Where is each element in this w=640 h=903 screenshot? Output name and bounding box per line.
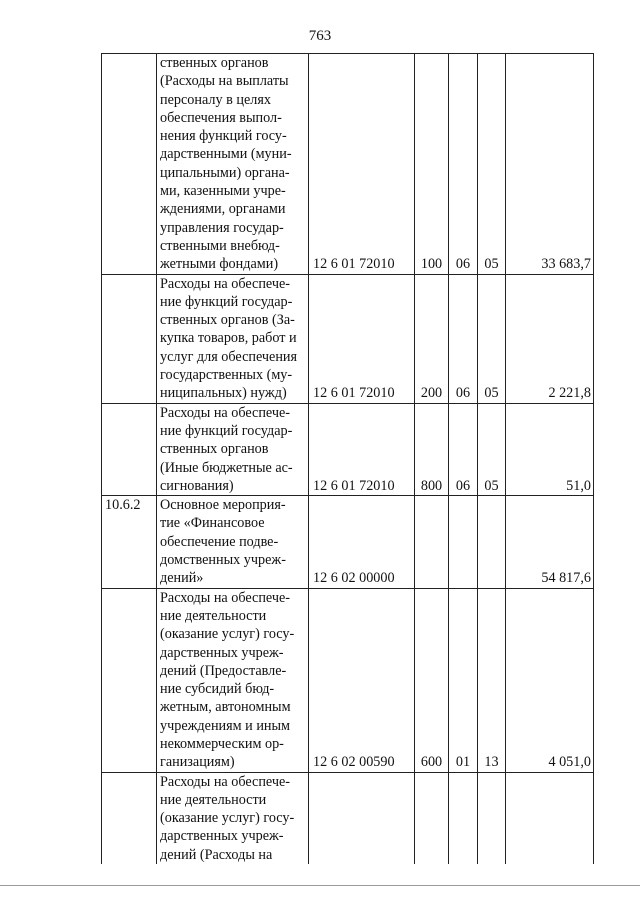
expense-name-line: сигнования) (160, 477, 234, 494)
expense-name-line: дарственных учреж- (160, 644, 284, 661)
section-code-cell (449, 496, 478, 588)
section-code-cell: 06 (449, 54, 478, 275)
expense-name-cell (157, 772, 309, 864)
expense-name-line: обеспечение подве- (160, 533, 279, 550)
section-code-cell: 06 (449, 403, 478, 495)
row-number-cell: 10.6.2 (102, 496, 157, 588)
expense-name-line: ниципальных) нужд) (160, 385, 287, 402)
expense-name-line: тие «Финансовое (160, 515, 265, 532)
expense-name-line: дений (Расходы на (160, 846, 273, 863)
expense-name-line: ние функций государ- (160, 422, 293, 439)
expense-name-cell (157, 588, 309, 772)
target-article-code-cell (309, 772, 415, 864)
expense-name-line: нения функций госу- (160, 128, 287, 145)
target-article-code-cell: 12 6 01 72010 (309, 403, 415, 495)
expense-name-line: государственных (му- (160, 367, 293, 384)
expense-name-line: ственных органов (160, 55, 269, 71)
budget-table (101, 53, 594, 864)
expense-type-code-cell (415, 496, 449, 588)
expense-name-line: услуг для обеспечения (160, 348, 298, 365)
expense-name-line: ние деятельности (160, 791, 267, 808)
table-row (102, 54, 594, 275)
section-code-cell: 06 (449, 274, 478, 403)
expense-name-line: дений (Предоставле- (160, 662, 287, 679)
subsection-code-cell: 05 (478, 54, 506, 275)
page-number: 763 (308, 28, 332, 44)
expense-name-line: Основное мероприя- (160, 497, 286, 514)
expense-name-cell (157, 54, 309, 275)
target-article-code-cell: 12 6 02 00590 (309, 588, 415, 772)
amount-cell: 2 221,8 (506, 274, 594, 403)
expense-name-line: учреждениям и иным (160, 717, 291, 734)
amount-cell: 4 051,0 (506, 588, 594, 772)
subsection-code-cell: 05 (478, 274, 506, 403)
row-number-cell (102, 54, 157, 275)
expense-name-line: домственных учреж- (160, 552, 286, 569)
table-row (102, 496, 594, 588)
row-number-cell (102, 588, 157, 772)
amount-cell: 33 683,7 (506, 54, 594, 275)
expense-type-code-cell (415, 772, 449, 864)
expense-name-line: персоналу в целях (160, 91, 271, 108)
expense-type-code-cell: 100 (415, 54, 449, 275)
table-row (102, 274, 594, 403)
expense-name-line: жетным, автономным (160, 699, 291, 716)
expense-type-code-cell: 200 (415, 274, 449, 403)
expense-name-line: (оказание услуг) госу- (160, 810, 295, 827)
table-row (102, 403, 594, 495)
row-number-cell (102, 772, 157, 864)
section-code-cell (449, 772, 478, 864)
expense-name-line: дений» (160, 570, 204, 587)
expense-name-line: (Иные бюджетные ас- (160, 459, 293, 476)
expense-name-cell (157, 403, 309, 495)
expense-name-line: Расходы на обеспече- (160, 404, 291, 421)
expense-name-line: ние субсидий бюд- (160, 681, 275, 698)
expense-name-line: ципальными) органа- (160, 164, 290, 181)
expense-name-line: жетными фондами) (160, 256, 279, 273)
expense-name-line: (оказание услуг) госу- (160, 626, 295, 643)
expense-name-line: ственных органов (За- (160, 312, 295, 329)
bottom-divider (0, 885, 640, 886)
expense-name-line: ждениями, органами (160, 201, 286, 218)
table-row (102, 772, 594, 864)
expense-name-line: (Расходы на выплаты (160, 73, 289, 90)
expense-name-line: некоммерческим ор- (160, 735, 284, 752)
expense-name-line: купка товаров, работ и (160, 330, 297, 347)
subsection-code-cell: 13 (478, 588, 506, 772)
expense-name-line: обеспечения выпол- (160, 109, 282, 126)
subsection-code-cell: 05 (478, 403, 506, 495)
subsection-code-cell (478, 496, 506, 588)
amount-cell: 54 817,6 (506, 496, 594, 588)
expense-name-line: ственными внебюд- (160, 237, 280, 254)
expense-name-line: управления государ- (160, 219, 284, 236)
expense-type-code-cell: 600 (415, 588, 449, 772)
subsection-code-cell (478, 772, 506, 864)
expense-name-line: Расходы на обеспече- (160, 773, 291, 790)
target-article-code-cell: 12 6 01 72010 (309, 274, 415, 403)
expense-name-line: Расходы на обеспече- (160, 275, 291, 292)
amount-cell: 51,0 (506, 403, 594, 495)
expense-name-line: Расходы на обеспече- (160, 589, 291, 606)
table-row (102, 588, 594, 772)
expense-name-line: ганизациям) (160, 754, 235, 771)
expense-name-cell (157, 496, 309, 588)
expense-name-line: ние деятельности (160, 607, 267, 624)
expense-name-line: ми, казенными учре- (160, 183, 286, 200)
section-code-cell: 01 (449, 588, 478, 772)
target-article-code-cell: 12 6 02 00000 (309, 496, 415, 588)
expense-name-line: ние функций государ- (160, 293, 293, 310)
row-number-cell (102, 403, 157, 495)
expense-name-line: ственных органов (160, 441, 269, 458)
target-article-code-cell: 12 6 01 72010 (309, 54, 415, 275)
amount-cell (506, 772, 594, 864)
expense-name-line: дарственными (муни- (160, 146, 292, 163)
expense-name-cell (157, 274, 309, 403)
expense-name-line: дарственных учреж- (160, 828, 284, 845)
expense-type-code-cell: 800 (415, 403, 449, 495)
row-number-cell (102, 274, 157, 403)
